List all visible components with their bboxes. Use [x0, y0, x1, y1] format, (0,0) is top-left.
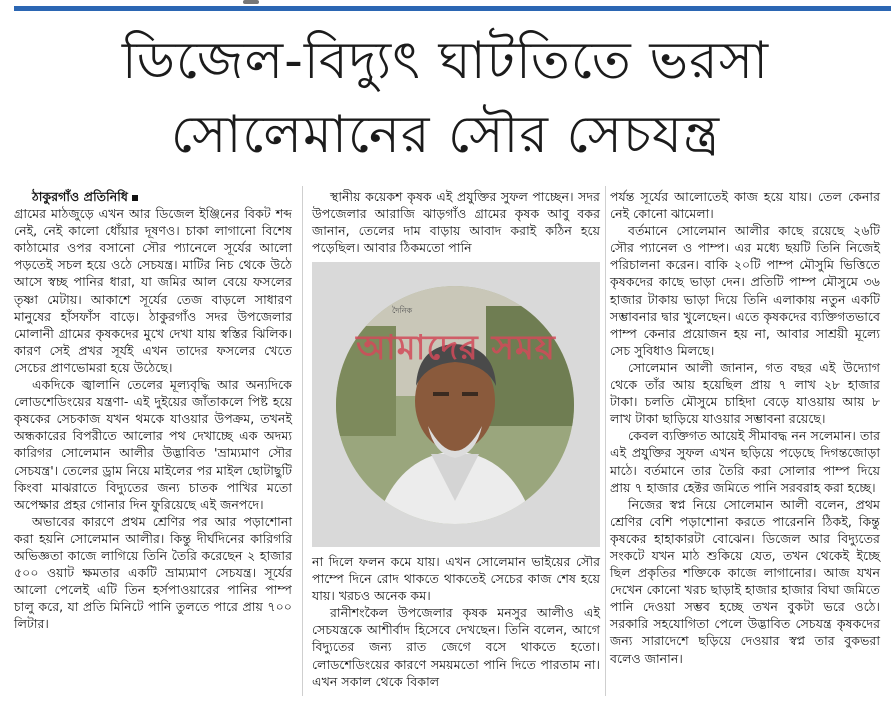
portrait-photo	[312, 262, 600, 547]
article-column-1	[14, 188, 292, 632]
paragraph: একদিকে জ্বালানি তেলের মূল্যবৃদ্ধি আর অন্যদিকে লোডশেডিংয়ের যন্ত্রণা- এই দুইয়ের জাঁতাকলে পিষ্ট হয়ে কৃষকের সেচকাজ যখন থমকে যাওয়ার উপক্রম, তখনই অন্ধকারের বিপরীতে আলোর পথ দেখাচ্ছে এক অদম্য কারিগর সোলেমান আলীর উদ্ভাবিত 'ভ্রাম্যমাণ সৌর সেচযন্ত্র'। তেলের ড্রাম নিয়ে মাইলের পর মাইল ছোটাছুটি কিংবা মাঝরাতে বিদ্যুতের জন্য চাতক পাখির মতো অপেক্ষার প্রহর গোনার দিন ফুরিয়েছে এই জনপদে।	[14, 377, 292, 512]
section-rule	[14, 6, 891, 11]
bottom-margin	[0, 698, 891, 707]
watermark-logo: আমাদের সময়	[356, 328, 556, 368]
column-divider	[302, 186, 303, 696]
byline	[14, 188, 292, 205]
top-mark	[243, 0, 259, 4]
byline-bullet-icon	[132, 195, 138, 201]
paragraph: স্থানীয় কয়েকশ কৃষক এই প্রযুক্তির সুফল পাচ্ছেন। সদর উপজেলার আরাজি ঝাড়গাঁও গ্রামের কৃষক আবু বকর জানান, তেলের দাম বাড়ায় আবাদ করাই কঠিন হয়ে পড়েছিল। আবার ঠিকমতো পানি	[312, 189, 600, 256]
top-bar	[0, 0, 891, 14]
paragraph: কেবল ব্যক্তিগত আয়েই সীমাবদ্ধ নন সলেমান। তার এই প্রযুক্তির সুফল এখন ছড়িয়ে পড়েছে দিগন্তজোড়া মাঠে। বর্তমানে তার তৈরি করা সোলার পাম্প দিয়ে প্রায় ৭ হাজার হেক্টর জমিতে পানি সরবরাহ করা হচ্ছে।	[610, 428, 880, 495]
article-column-2-top	[312, 188, 600, 256]
paragraph: না দিলে ফলন কমে যায়। এখন সোলেমান ভাইয়ের সৌর পাম্পে দিনে রোদ থাকতে থাকতেই সেচের কাজ শেষ হয়ে যায়। খরচও অনেক কম।	[312, 554, 600, 604]
headline-line-1: ডিজেল-বিদ্যুৎ ঘাটতিতে ভরসা	[121, 31, 770, 91]
paragraph: অভাবের কারণে প্রথম শ্রেণির পর আর পড়াশোনা করা হয়নি সোলেমান আলীর। কিন্তু দীর্ঘদিনের কারিগরি অভিজ্ঞতা কাজে লাগিয়ে তিনি তৈরি করেছেন ২ হাজার ৫০০ ওয়াট ক্ষমতার একটি ভ্রাম্যমাণ সেচযন্ত্র। সূর্যের আলো পেলেই এটি তিন হর্সপাওয়ারের পানির পাম্প চালু করে, যা প্রতি মিনিটে পানি তুলতে পারে প্রায় ৭০০ লিটার।	[14, 513, 292, 632]
article-column-3	[610, 188, 880, 667]
watermark-small: দৈনিক	[392, 306, 413, 315]
paragraph: বর্তমানে সোলেমান আলীর কাছে রয়েছে ২৬টি সৌর প্যানেল ও পাম্প। এর মধ্যে ছয়টি তিনি নিজেই পরিচালনা করেন। বাকি ২০টি পাম্প মৌসুমি ভিত্তিতে কৃষকদের কাছে ভাড়া দেন। প্রতিটি পাম্প মৌসুমে ৩৬ হাজার টাকায় ভাড়া দিয়ে তিনি এলাকায় নতুন একটি সম্ভাবনার দ্বার খুলেছেন। এতে কৃষকদের ব্যক্তিগতভাবে পাম্প কেনার প্রয়োজন হয় না, আবার সাশ্রয়ী মূল্যে সেচ সুবিধাও মিলছে।	[610, 223, 880, 358]
article-column-2-bottom	[312, 553, 600, 690]
headline-line-2: সোলেমানের সৌর সেচযন্ত্র	[170, 105, 721, 165]
paragraph: সোলেমান আলী জানান, গত বছর এই উদ্যোগ থেকে তাঁর আয় হয়েছিল প্রায় ৭ লাখ ২৮ হাজার টাকা। চলতি মৌসুমে চাহিদা বেড়ে যাওয়ায় আয় ৮ লাখ টাকা ছাড়িয়ে যাওয়ার সম্ভাবনা রয়েছে।	[610, 359, 880, 427]
paragraph: পর্যন্ত সূর্যের আলোতেই কাজ হয়ে যায়। তেল কেনার নেই কোনো ঝামেলা।	[610, 189, 880, 222]
byline-text: ঠাকুরগাঁও প্রতিনিধি	[32, 189, 128, 204]
paragraph: গ্রামের মাঠজুড়ে এখন আর ডিজেল ইঞ্জিনের বিকট শব্দ নেই, নেই কালো ধোঁয়ার দূষণও। চাকা লাগানো বিশেষ কাঠামোর ওপর বসানো সৌর প্যানেলে সূর্যের আলো পড়তেই সচল হয়ে ওঠে সেচযন্ত্র। মাটির নিচ থেকে উঠে আসে স্বচ্ছ পানির ধারা, যা জমির আল বেয়ে ফসলের তৃষ্ণা মেটায়। আকাশে সূর্যের তেজ বাড়লে সাধারণ মানুষের হাঁসফাঁস বাড়ে। ঠাকুরগাঁও সদর উপজেলার মোলানী গ্রামের কৃষকদের মুখে দেখা যায় স্বস্তির ঝিলিক। কারণ সেই প্রখর সূর্যই এখন তাদের ফসলের খেতে সেচের প্রাণভোমরা হয়ে উঠেছে।	[14, 206, 292, 375]
paragraph: নিজের স্বপ্ন নিয়ে সোলেমান আলী বলেন, প্রথম শ্রেণির বেশি পড়াশোনা করতে পারেননি ঠিকই, কিন্তু কৃষকের হাহাকারটা বোঝেন। ডিজেল আর বিদ্যুতের সংকটে যখন মাঠ শুকিয়ে যেত, তখন থেকেই ইচ্ছে ছিল প্রকৃতির শক্তিকে কাজে লাগানোর। আজ যখন দেখেন কোনো খরচ ছাড়াই হাজার হাজার বিঘা জমিতে পানি দেওয়া সম্ভব হচ্ছে তখন বুকটা ভরে ওঠে। সরকারি সহযোগিতা পেলে উদ্ভাবিত সেচযন্ত্র কৃষকদের জন্য সারাদেশে ছড়িয়ে দেওয়ার স্বপ্ন তার বুকভরা বলেও জানান।	[610, 496, 880, 666]
column-divider	[605, 186, 606, 696]
paragraph: রানীশংকৈল উপজেলার কৃষক মনসুর আলীও এই সেচযন্ত্রকে আশীর্বাদ হিসেবে দেখছেন। তিনি বলেন, আগে বিদ্যুতের জন্য রাত জেগে বসে থাকতে হতো। লোডশেডিংয়ের কারণে সময়মতো পানি দিতে পারতাম না। এখন সকাল থেকে বিকাল	[312, 605, 600, 689]
headline	[0, 24, 891, 172]
